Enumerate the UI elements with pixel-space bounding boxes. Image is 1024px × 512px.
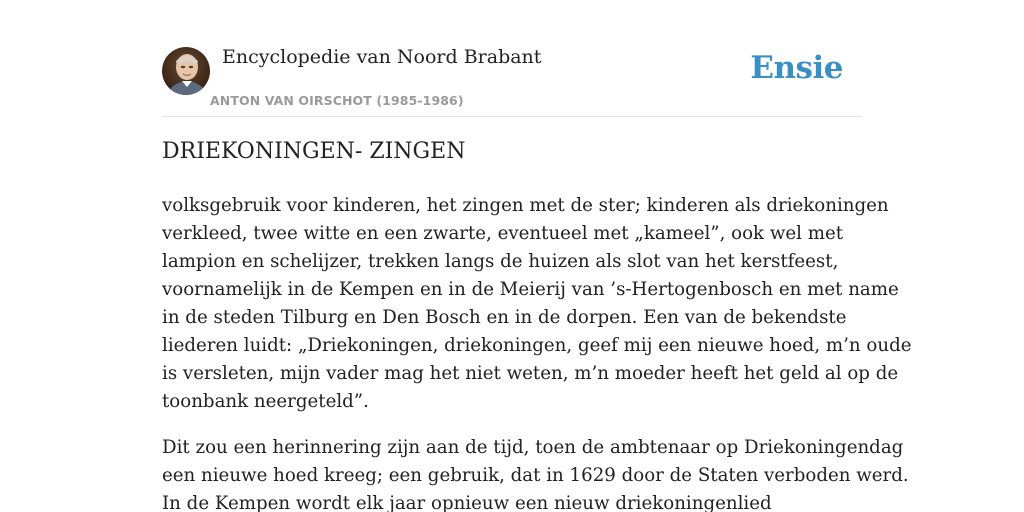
- text-line: Dit zou een herinnering zijn aan de tijd, toen de ambtenaar op Driekoningendag: [162, 437, 904, 458]
- text-line: in de steden Tilburg en Den Bosch en in de dorpen. Een van de bekendste: [162, 307, 847, 328]
- author-name[interactable]: ANTON VAN OIRSCHOT (1985-1986): [210, 93, 464, 108]
- source-title[interactable]: Encyclopedie van Noord Brabant: [222, 46, 542, 68]
- author-avatar[interactable]: [162, 47, 210, 95]
- text-line: voornamelijk in de Kempen en in de Meierij van ’s-Hertogenbosch en met name: [162, 279, 899, 300]
- text-line: is versleten, mijn vader mag het niet weten, m’n moeder heeft het geld al op de: [162, 363, 899, 384]
- article-header: [162, 44, 862, 117]
- article-title: DRIEKONINGEN- ZINGEN: [162, 139, 466, 164]
- paragraph: [162, 434, 909, 512]
- paragraph: [162, 192, 912, 416]
- text-line: verkleed, twee witte en een zwarte, eventueel met „kameel”, ook wel met: [162, 223, 844, 244]
- text-line: volksgebruik voor kinderen, het zingen met de ster; kinderen als driekoningen: [162, 195, 889, 216]
- text-line: lampion en schelijzer, trekken langs de huizen als slot van het kerstfeest,: [162, 251, 839, 272]
- author-portrait-image: [162, 47, 210, 95]
- text-line: een nieuwe hoed kreeg; een gebruik, dat in 1629 door de Staten verboden werd.: [162, 465, 909, 486]
- text-line: toonbank neergeteld”.: [162, 391, 369, 412]
- article-body: [162, 192, 912, 512]
- text-line: liederen luidt: „Driekoningen, driekoningen, geef mij een nieuwe hoed, m’n oude: [162, 335, 912, 356]
- ensie-logo[interactable]: Ensie: [750, 50, 843, 86]
- text-line: In de Kempen wordt elk jaar opnieuw een nieuw driekoningenlied: [162, 493, 772, 512]
